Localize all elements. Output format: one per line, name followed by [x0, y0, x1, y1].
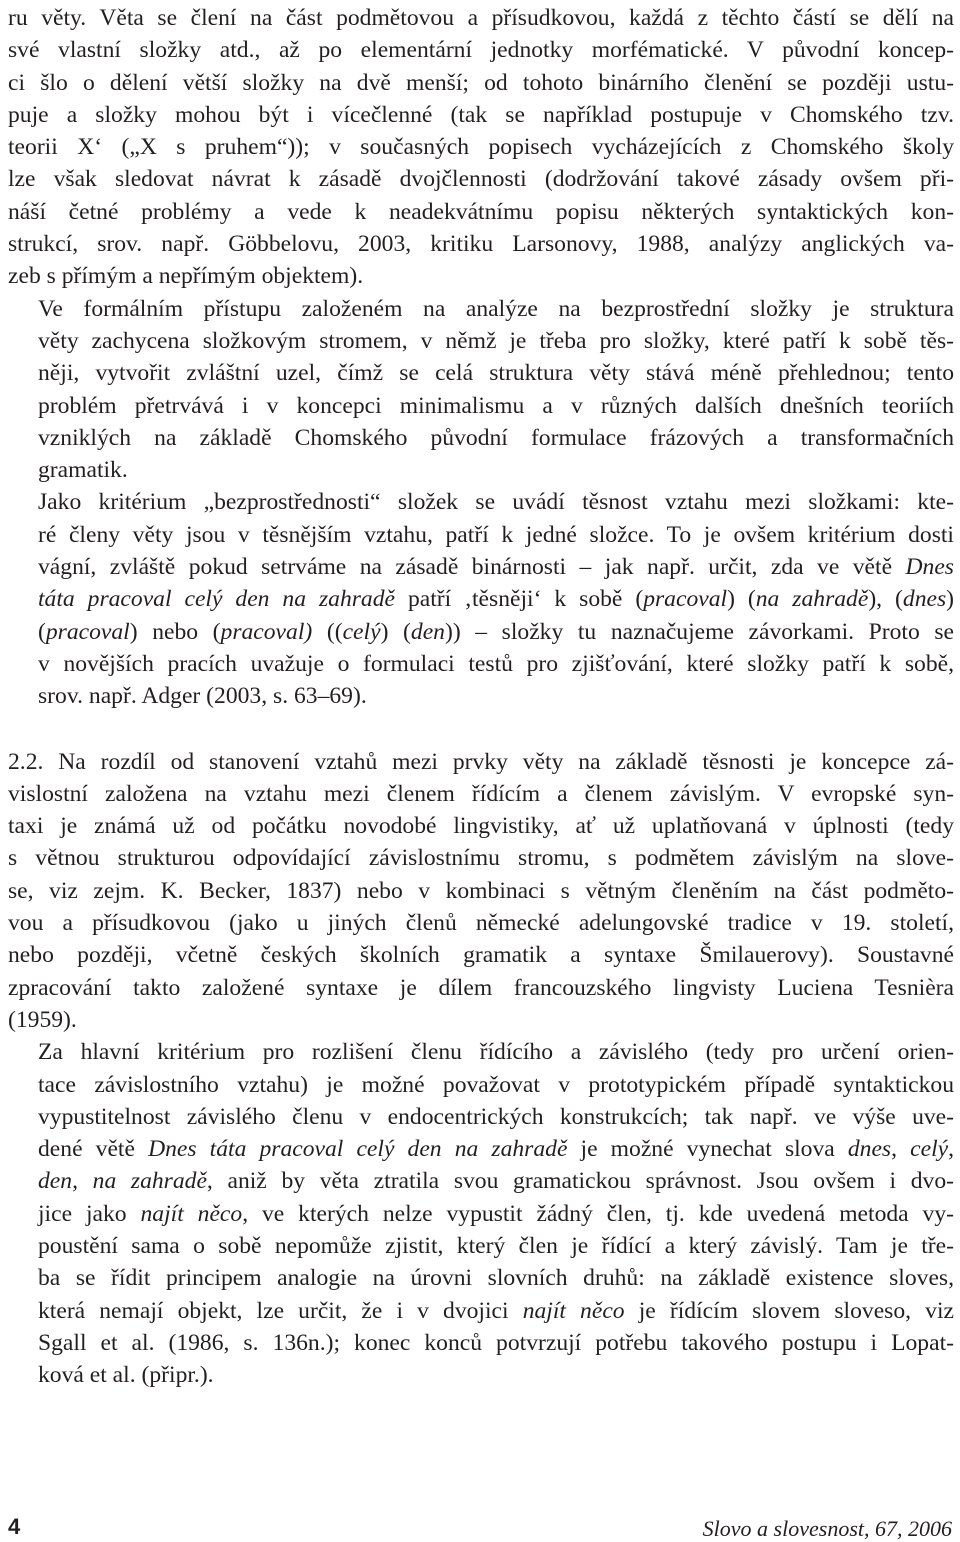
text-line: ci šlo o dělení větší složky na dvě menší; od tohoto binárního členění se později ustu- [8, 69, 954, 96]
text-run: Jako kritérium „bezprostřednosti“ složek se uvádí těsnost vztahu mezi složkami: kte- [38, 489, 954, 516]
text-line: věty zachycena složkovým stromem, v němž je třeba pro složky, které patří k sobě těs- [38, 327, 954, 354]
text-run: je možné vynechat slova [567, 1136, 848, 1163]
text-line [8, 648, 954, 680]
text-column [8, 2, 954, 1391]
text-run: , [72, 1168, 93, 1195]
text-run: je řídícím slovem sloveso, viz [624, 1297, 954, 1324]
text-run: ) ( [727, 586, 756, 613]
text-run: jice jako [38, 1200, 141, 1227]
journal-citation: Slovo a slovesnost, 67, 2006 [702, 1516, 952, 1541]
text-run: která nemají objekt, lze určit, že i v dvojici [38, 1297, 523, 1324]
text-run: Sgall et al. (1986, s. 136n.); konec konců potvrzují potřebu takového postupu i Lopat- [38, 1329, 954, 1356]
document-body [8, 2, 954, 1391]
text-line [8, 1230, 954, 1262]
paragraph-p4 [8, 746, 954, 1037]
text-line [8, 519, 954, 551]
italic-example: na zahradě [755, 586, 869, 613]
text-line: ru věty. Věta se člení na část podmětovou a přísudkovou, každá z těchto částí se dělí na [8, 5, 954, 31]
paragraph-p3 [8, 486, 954, 712]
italic-example: Dnes táta pracoval celý den na zahradě [148, 1136, 568, 1163]
paragraph-p1 [8, 2, 954, 293]
paragraph-p2 [8, 293, 954, 487]
text-line: strukcí, srov. např. Göbbelovu, 2003, kritiku Larsonovy, 1988, analýzy anglických va- [8, 231, 954, 258]
italic-example: Dnes [905, 554, 954, 581]
text-line: něji, vytvořit zvláštní uzel, čímž se celá struktura věty stává méně přehlednou; tento [38, 360, 954, 387]
text-line [8, 1133, 954, 1165]
text-run: Za hlavní kritérium pro rozlišení členu řídícího a závislého (tedy pro určení orien- [38, 1039, 954, 1066]
text-run: ) [946, 586, 955, 613]
text-run: (( [312, 618, 343, 645]
text-line [8, 1198, 954, 1230]
text-line: puje a složky mohou být i vícečlenné (tak se například postupuje v Chomského tzv. [8, 101, 954, 128]
text-run: , ve kterých nelze vypustit žádný člen, tj. kde uvedená metoda vy- [242, 1200, 954, 1227]
text-run: srov. např. Adger (2003, s. 63–69). [38, 683, 367, 710]
text-line [8, 551, 954, 583]
text-line [8, 1165, 954, 1197]
text-line: taxi je známá už od počátku novodobé lingvistiky, ať už uplatňovaná v úplnosti (tedy [8, 813, 954, 840]
text-run: dené větě [38, 1136, 149, 1163]
text-line: vzniklých na základě Chomského původní formulace frázových a transformačních [38, 424, 954, 451]
italic-example: táta pracoval celý den na zahradě [38, 586, 395, 613]
text-line: Ve formálním přístupu založeném na analýze na bezprostřední složky je struktura [38, 295, 954, 322]
italic-example: najít něco [522, 1297, 625, 1324]
text-line [8, 1101, 954, 1133]
text-run: v novějších pracích uvažuje o formulaci testů pro zjišťování, které složky patří k sobě, [38, 650, 954, 677]
text-run: , aniž by věta ztratila svou gramatickou správnost. Jsou ovšem i dvo- [206, 1168, 954, 1195]
text-line [8, 1036, 954, 1068]
paragraph-p5 [8, 1036, 954, 1391]
text-line: vislostní založena na vztahu mezi členem řídícím a členem závislým. V evropské syn- [8, 780, 954, 807]
text-line: nebo později, včetně českých školních gramatik a syntaxe Šmilauerovy). Soustavné [8, 942, 954, 969]
text-run: patří ‚těsněji‘ k sobě ( [395, 586, 644, 613]
page-number: 4 [8, 1514, 21, 1539]
text-line: 2.2. Na rozdíl od stanovení vztahů mezi prvky věty na základě těsnosti je koncepce zá- [8, 748, 954, 775]
text-line: (1959). [8, 1006, 77, 1033]
text-line: s větnou strukturou odpovídající závislostnímu stromu, s podmětem závislým na slove- [8, 845, 954, 872]
text-line: se, viz zejm. K. Becker, 1837) nebo v kombinaci s větným členěním na část podměto- [8, 877, 954, 904]
text-run: tace závislostního vztahu) je možné považovat v prototypickém případě syntaktickou [38, 1071, 954, 1098]
text-line: lze však sledovat návrat k zásadě dvojčlennosti (dodržování takové zásady ovšem při- [8, 166, 954, 193]
text-run: ) nebo ( [129, 618, 221, 645]
text-run: )) – složky tu naznačujeme závorkami. Proto se [444, 618, 955, 645]
text-line [8, 583, 954, 615]
italic-example: pracoval [45, 618, 130, 645]
text-run: ba se řídit principem analogie na úrovni slovních druhů: na základě existence sloves, [38, 1265, 954, 1292]
text-line: své vlastní složky atd., až po elementární jednotky morfématické. V původní koncep- [8, 37, 954, 64]
section-gap [8, 713, 954, 746]
text-line: náší četné problémy a vede k neadekvátnímu popisu některých syntaktických kon- [8, 198, 954, 225]
italic-example: dnes [902, 586, 947, 613]
text-line: problém přetrvává i v koncepci minimalismu a v různých dalších dnešních teoriích [38, 392, 954, 419]
text-run: ) ( [380, 618, 411, 645]
text-run: ková et al. (připr.). [38, 1362, 214, 1389]
text-run: vágní, zvláště pokud setrváme na zásadě binárnosti – jak např. určit, zda ve větě [38, 554, 906, 581]
text-line [8, 1069, 954, 1101]
italic-example: pracoval [643, 586, 728, 613]
text-run: poustění sama o sobě nepomůže zjistit, který člen je řídící a který závislý. Tam je tře- [38, 1232, 954, 1259]
italic-example: celý [910, 1136, 949, 1163]
italic-example: na zahradě [92, 1168, 207, 1195]
text-run: , [891, 1136, 911, 1163]
italic-example: najít něco [140, 1200, 243, 1227]
text-line [8, 1359, 954, 1391]
text-line: gramatik. [38, 457, 128, 484]
text-line: zpracování takto založené syntaxe je dílem francouzského lingvisty Luciena Tesnièra [8, 974, 954, 1001]
italic-example: celý [342, 618, 381, 645]
text-line [8, 616, 954, 648]
text-run: ), ( [868, 586, 903, 613]
italic-example: dnes [847, 1136, 892, 1163]
text-line [8, 680, 954, 712]
text-line: vou a přísudkovou (jako u jiných členů německé adelungovské tradice v 19. století, [8, 910, 954, 937]
text-line: zeb s přímým a nepřímým objektem). [8, 263, 364, 290]
text-line: teorii X‘ („X s pruhem“)); v současných popisech vycházejících z Chomského školy [8, 134, 954, 161]
text-line [8, 486, 954, 518]
italic-example: pracoval) [220, 618, 313, 645]
text-run: vypustitelnost závislého členu v endocentrických konstrukcích; tak např. ve výše uve- [38, 1103, 954, 1130]
italic-example: den [410, 618, 445, 645]
text-line [8, 1262, 954, 1294]
text-run: , [948, 1136, 955, 1163]
text-run: ( [38, 618, 46, 645]
text-line [8, 1295, 954, 1327]
text-line [8, 1327, 954, 1359]
text-run: ré členy věty jsou v těsnějším vztahu, patří k jedné složce. To je ovšem kritérium dosti [38, 521, 954, 548]
italic-example: den [38, 1168, 73, 1195]
